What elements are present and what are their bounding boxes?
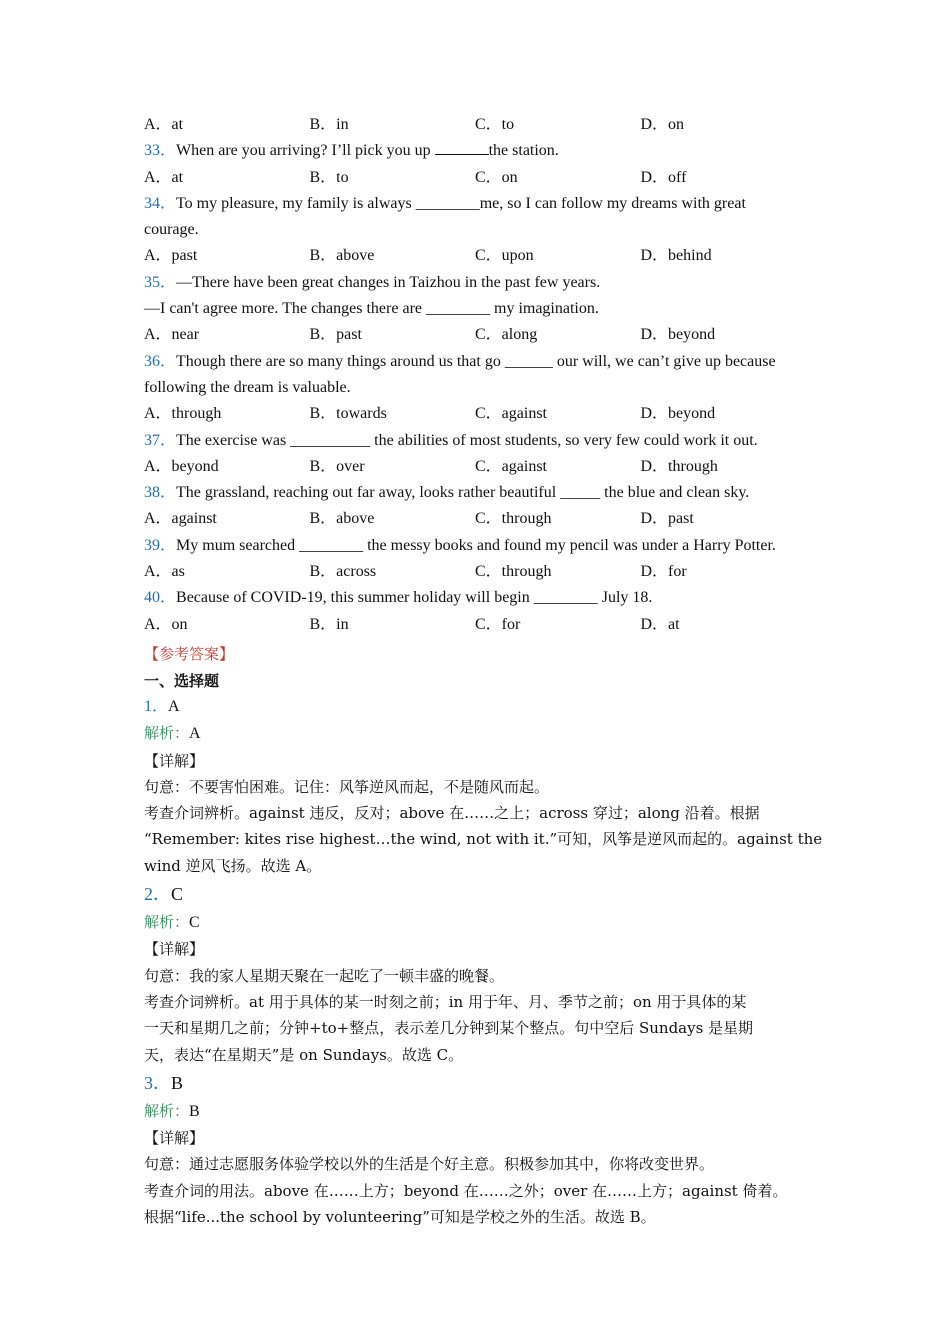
option: B．past [309,326,362,344]
question-text: Though there are so many things around us that go ______ our will, we can’t give up because [176,352,776,370]
question-37 [144,428,812,454]
detail-label: 【详解】 [144,1129,205,1148]
option: D．for [640,563,687,581]
q33-options [144,165,812,191]
question-text: To my pleasure, my family is always ________me, so I can follow my dreams with great [176,194,746,212]
analysis-value: B [189,1102,200,1120]
question-number: 39． [144,536,177,554]
option: C．through [475,563,552,581]
option: D．behind [640,247,712,265]
question-number: 35． [144,273,177,291]
q39-options [144,559,812,585]
question-text: following the dream is valuable. [144,378,351,396]
option: D．through [640,457,718,475]
analysis-label: 解析： [144,724,190,743]
answer-letter: A [168,697,180,715]
analysis-line [144,1098,812,1125]
option: B．above [309,510,375,528]
question-text: —There have been great changes in Taizhou in the past few years. [176,273,601,291]
question-text: courage. [144,221,199,239]
option: D．off [640,168,687,186]
option: A．beyond [144,457,219,475]
option: C．on [475,168,518,186]
option: C．for [475,615,521,633]
option: B．in [309,116,349,133]
question-36-cont [144,375,812,401]
detail-text: 句意：通过志愿服务体验学校以外的生活是个好主意。积极参加其中，你将改变世界。 [144,1155,715,1174]
question-34 [144,191,812,217]
option: A．near [144,326,200,344]
option: A．past [144,247,198,265]
q38-options [144,506,812,532]
analysis-value: A [189,725,201,743]
answer-number: 2． [144,884,171,905]
option: D．beyond [640,326,716,344]
answer-letter: B [171,1072,184,1093]
option: C．against [475,457,547,475]
question-35-cont [144,296,812,322]
answer-number: 3． [144,1072,171,1093]
option: A．as [144,563,185,581]
q36-options [144,401,812,427]
question-number: 37． [144,431,177,449]
question-text: the station. [488,142,559,160]
question-number: 34． [144,194,177,212]
option: D．on [640,116,685,133]
option: B．towards [309,405,387,423]
option: D．beyond [640,405,716,423]
option: C．against [475,405,547,423]
option: C．along [475,326,538,344]
q40-options [144,612,812,638]
analysis-value: C [189,914,200,932]
option: B．over [309,457,365,475]
option: C．to [475,116,515,133]
answer-section-title: 【参考答案】 [144,644,235,663]
detail-text: 一天和星期几之前；分钟+to+整点，表示差几分钟到某个整点。句中空后 Sundays 是星期 [144,1019,754,1038]
detail-text: wind 逆风飞扬。故选 A。 [144,856,322,875]
option: A．against [144,510,217,528]
answer-1 [144,694,812,720]
detail-label: 【详解】 [144,751,205,770]
option: A．through [144,405,222,423]
analysis-label: 解析： [144,913,190,932]
option: A．on [144,615,188,633]
detail-text: “Remember: kites rise highest…the wind, not with it.”可知，风筝是逆风而起的。against the [144,830,823,849]
answer-3 [144,1068,812,1098]
option: B．to [309,168,349,186]
document-page [144,112,823,1230]
question-33 [144,138,812,164]
question-number: 40． [144,589,177,607]
answer-2 [144,879,812,909]
option: C．through [475,510,552,528]
detail-text: 考查介词辨析。against 违反，反对；above 在……之上；across 穿过；along 沿着。根据 [144,804,760,823]
question-34-cont [144,217,812,243]
answer-letter: C [171,884,184,905]
answer-blank [435,140,489,155]
question-number: 33． [144,142,177,160]
question-35 [144,270,812,296]
q37-options [144,454,812,480]
question-38 [144,480,812,506]
detail-text: 句意：我的家人星期天聚在一起吃了一顿丰盛的晚餐。 [144,966,505,985]
question-text: —I can't agree more. The changes there are ________ my imagination. [144,300,599,318]
option: B．above [309,247,375,265]
option: D．past [640,510,694,528]
q35-options [144,322,812,348]
detail-label: 【详解】 [144,940,205,959]
question-36 [144,349,812,375]
q32-options [144,112,812,138]
question-39 [144,533,812,559]
detail-text: 根据“life...the school by volunteering”可知是学校之外的生活。故选 B。 [144,1207,656,1226]
detail-text: 句意：不要害怕困难。记住：风筝逆风而起，不是随风而起。 [144,777,550,796]
option: B．in [309,615,349,633]
option: C．upon [475,247,534,265]
question-40 [144,585,812,611]
answer-number: 1． [144,697,169,715]
question-text: When are you arriving? I’ll pick you up [176,142,435,160]
option: A．at [144,116,184,133]
option: B．across [309,563,377,581]
question-text: The exercise was __________ the abilities of most students, so very few could work it out. [176,431,758,449]
question-text: Because of COVID-19, this summer holiday will begin ________ July 18. [176,589,653,607]
analysis-line [144,720,812,747]
answer-section-heading: 一、选择题 [144,671,220,690]
question-text: The grassland, reaching out far away, looks rather beautiful _____ the blue and clean sky. [176,484,750,502]
question-number: 38． [144,484,177,502]
detail-text: 天，表达“在星期天”是 on Sundays。故选 C。 [144,1045,464,1064]
detail-text: 考查介词辨析。at 用于具体的某一时刻之前；in 用于年、月、季节之前；on 用于具体的某 [144,992,747,1011]
question-text: My mum searched ________ the messy books and found my pencil was under a Harry Potter. [176,536,776,554]
q34-options [144,243,812,269]
option: D．at [640,615,680,633]
detail-text: 考查介词的用法。above 在……上方；beyond 在……之外；over 在……上方；against 倚着。 [144,1181,788,1200]
analysis-line [144,909,812,936]
option: A．at [144,168,184,186]
analysis-label: 解析： [144,1101,190,1120]
question-number: 36． [144,352,177,370]
